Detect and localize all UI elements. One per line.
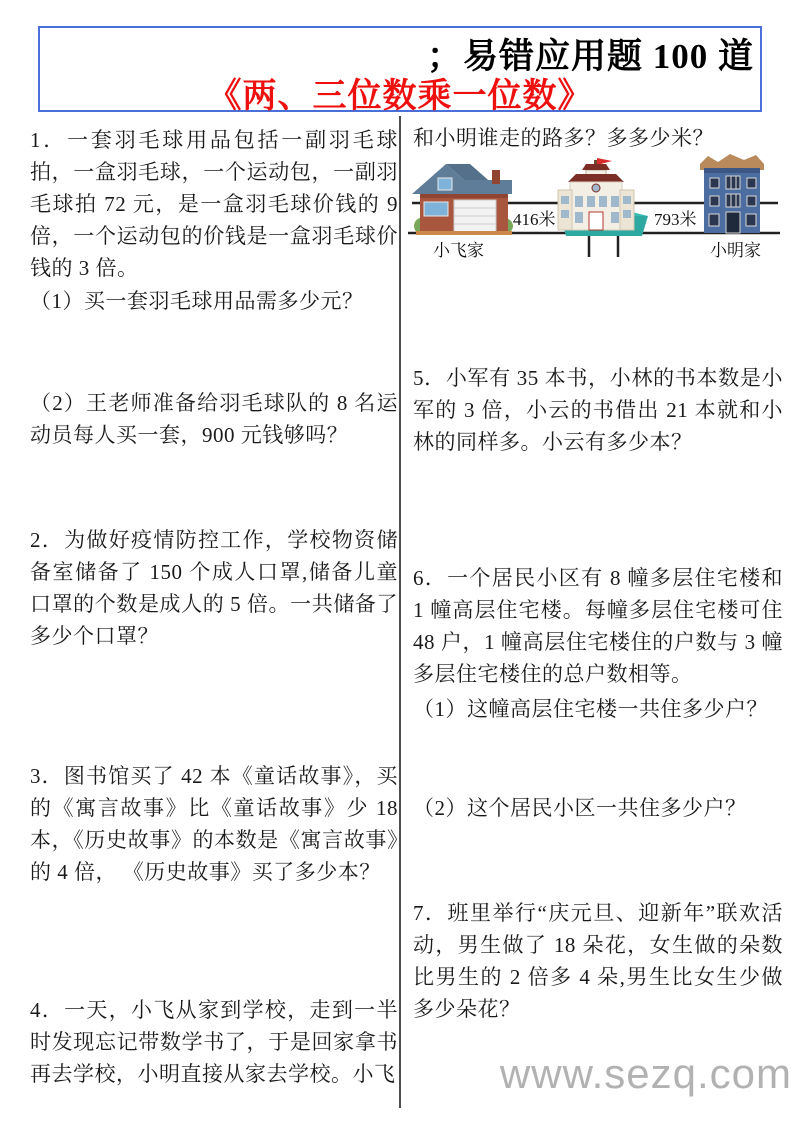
- school-icon: [558, 158, 648, 236]
- problem-1-text: 1．一套羽毛球用品包括一副羽毛球拍，一盒羽毛球，一个运动包，一副羽毛球拍 72 元，是一盒羽毛球价钱的 9 倍，一个运动包的价钱是一盒羽毛球价钱的 3 倍。: [30, 128, 398, 280]
- distance-label-2: 793米: [654, 210, 697, 229]
- right-house-label: 小明家: [710, 241, 761, 260]
- problem-4-continued: 和小明谁走的路多？多多少米？: [413, 126, 714, 150]
- problem-6-question-2: （2）这个居民小区一共住多少户？: [413, 796, 747, 820]
- distance-label-1: 416米: [513, 210, 556, 229]
- problem-5-text: 5．小军有 35 本书，小林的书本数是小军的 3 倍，小云的书借出 21 本就和小林的同样多。小云有多少本？: [413, 366, 783, 454]
- page-title: ；易错应用题 100 道: [426, 37, 754, 76]
- house-icon: [412, 164, 513, 235]
- watermark: www.sezq.com: [499, 1050, 792, 1097]
- problem-2-text: 2．为做好疫情防控工作，学校物资储备室储备了 150 个成人口罩,储备儿童口罩的个数是成人的 5 倍。一共储备了多少个口罩？: [30, 528, 398, 648]
- problem-1-question-2: （2）王老师准备给羽毛球队的 8 名运动员每人买一套，900 元钱够吗？: [30, 391, 398, 447]
- problem-3-text: 3．图书馆买了 42 本《童话故事》，买的《寓言故事》比《童话故事》少 18 本，《历史故事》的本数是《寓言故事》的 4 倍， 《历史故事》买了多少本？: [30, 764, 398, 884]
- distance-diagram: [408, 152, 783, 264]
- building-icon: [700, 154, 764, 233]
- right-column: [413, 0, 783, 1131]
- problem-7-text: 7．班里举行“庆元旦、迎新年”联欢活动，男生做了 18 朵花，女生做的朵数比男生的 2 倍多 4 朵,男生比女生少做多少朵花？: [413, 901, 783, 1021]
- column-divider: [399, 116, 401, 1108]
- left-house-label: 小飞家: [433, 241, 484, 260]
- problem-6-question-1: （1）这幢高层住宅楼一共住多少户？: [413, 697, 768, 721]
- left-column: [30, 0, 398, 1131]
- page-subtitle: 《两、三位数乘一位数》: [207, 78, 593, 115]
- problem-4-text: 4．一天，小飞从家到学校，走到一半时发现忘记带数学书了，于是回家拿书再去学校，小明直接从家去学校。小飞: [30, 998, 398, 1086]
- problem-6-text: 6．一个居民小区有 8 幢多层住宅楼和 1 幢高层住宅楼。每幢多层住宅楼可住 48 户，1 幢高层住宅楼住的户数与 3 幢多层住宅楼住的总户数相等。: [413, 566, 783, 686]
- problem-1-question-1: （1）买一套羽毛球用品需多少元？: [30, 289, 364, 313]
